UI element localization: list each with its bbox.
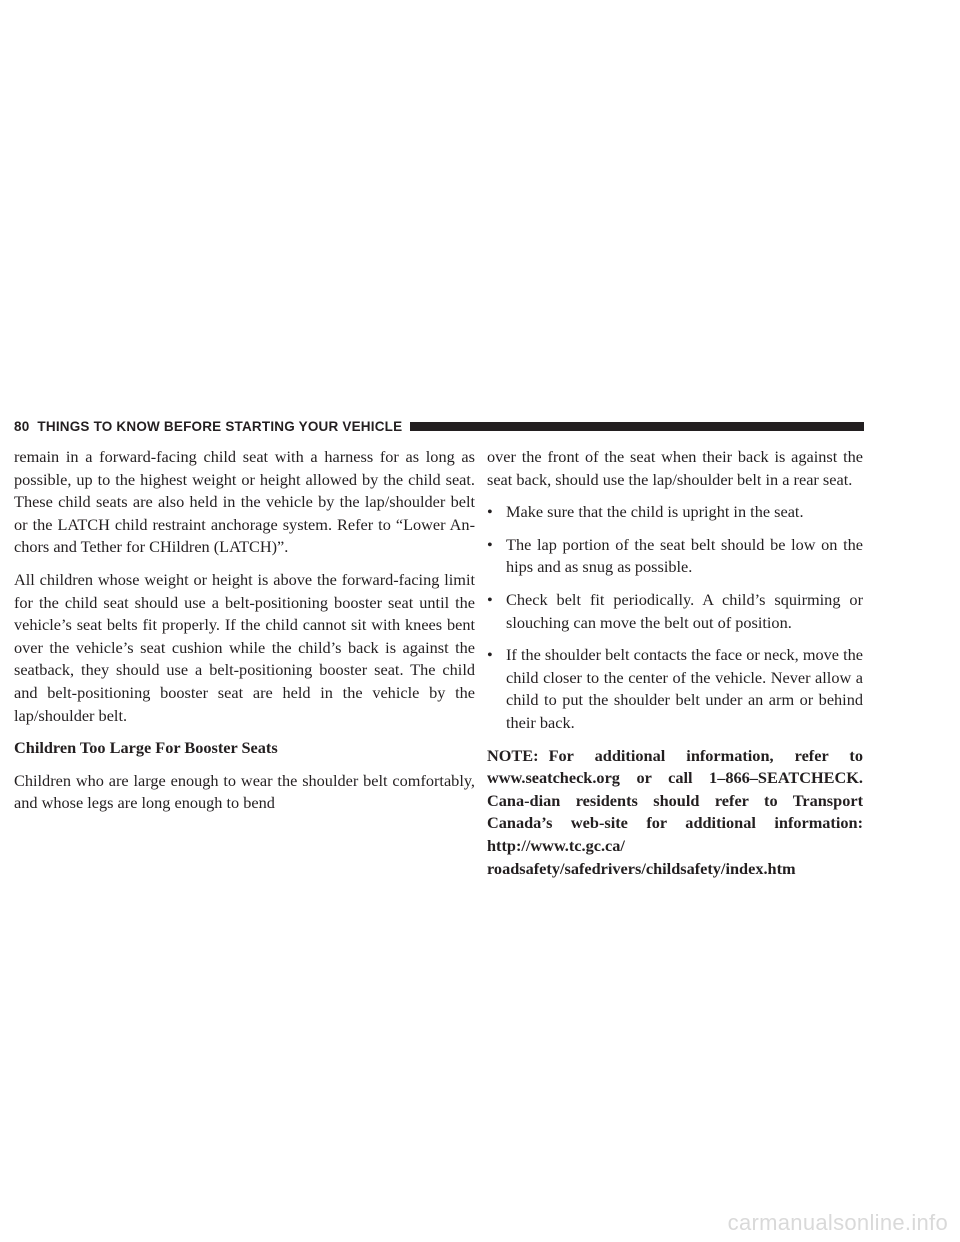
left-column: [14, 446, 475, 825]
bullet-icon: •: [487, 502, 493, 522]
note-text: For additional information, refer to www.seatcheck.org or call 1–866–SEATCHECK. Cana-dian residents should refer to Transport Canada’s web-site for additional information: http://www.tc.gc.ca/ roadsafety/safedrivers/childsafety/index.htm: [487, 745, 863, 878]
header-rule-bar: [410, 422, 864, 431]
list-item: • The lap portion of the seat belt should be low on the hips and as snug as possible.: [487, 534, 863, 577]
bullet-icon: •: [487, 589, 493, 609]
list-item: • Make sure that the child is upright in the seat.: [487, 501, 863, 524]
paragraph-forward-facing: remain in a forward-facing child seat with a harness for as long as possible, up to the highest weight or height allowed by the child seat. These child seats are also held in the vehicle by the lap/shoulder belt or the LATCH child restraint anchorage system. Refer to “Lower An-chors and Tether for CHildren (LATCH)”.: [14, 447, 475, 557]
paragraph-booster-seat: All children whose weight or height is above the forward-facing limit for the child seat should use a belt-positioning booster seat until the vehicle’s seat belts fit properly. If the child cannot sit with knees bent over the vehicle’s seat cushion while the child’s back is against the seatback, they should use a belt-positioning booster seat. The child and belt-positioning booster seat are held in the vehicle by the lap/shoulder belt.: [14, 569, 475, 725]
list-item: • If the shoulder belt contacts the face or neck, move the child closer to the center of the vehicle. Never allow a child to put the shoulder belt under an arm or behind their back.: [487, 645, 863, 732]
bullet-list: [487, 501, 863, 734]
watermark: carmanualsonline.info: [727, 1210, 948, 1235]
right-column: [487, 446, 863, 890]
paragraph-rear-seat: over the front of the seat when their back is against the seat back, should use the lap/shoulder belt in a rear seat.: [487, 447, 863, 489]
subheading-too-large: Children Too Large For Booster Seats: [14, 738, 278, 758]
bullet-icon: •: [487, 645, 493, 665]
paragraph-too-large: Children who are large enough to wear the shoulder belt comfortably, and whose legs are long enough to bend: [14, 770, 475, 813]
section-title: THINGS TO KNOW BEFORE STARTING YOUR VEHICLE: [37, 418, 403, 434]
list-item: • Check belt fit periodically. A child’s squirming or slouching can move the belt out of position.: [487, 589, 863, 632]
page-header: [14, 416, 864, 436]
note-label: NOTE:: [487, 745, 539, 765]
page-number: 80: [14, 418, 30, 434]
bullet-icon: •: [487, 534, 493, 554]
note-block: [487, 745, 863, 881]
